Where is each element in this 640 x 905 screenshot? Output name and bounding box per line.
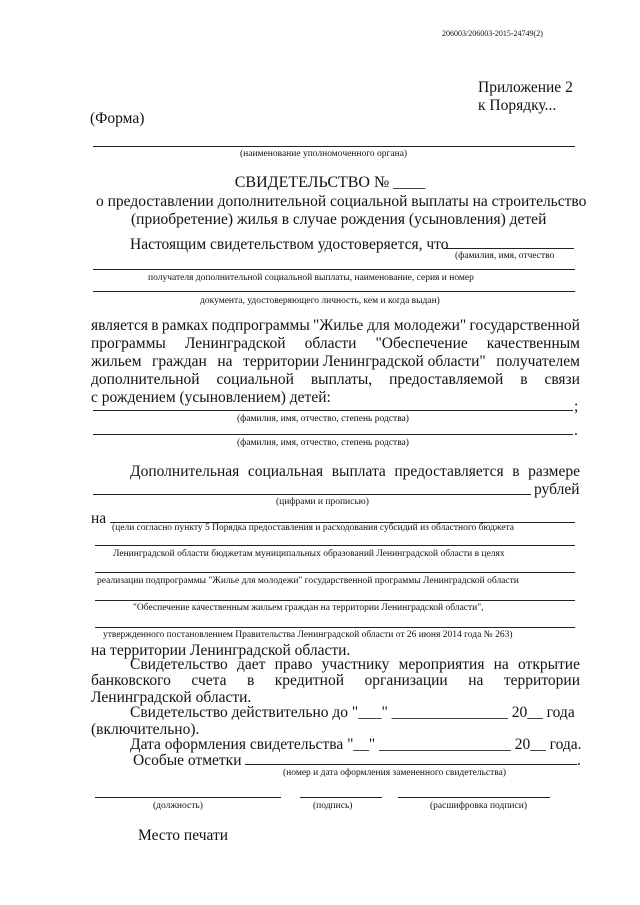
purpose-caption-3: реализации подпрограммы "Жилье для молодежи" государственной программы Ленинградской области [97, 576, 519, 586]
purpose-caption-5: утвержденного постановлением Правительства Ленинградской области от 26 июня 2014 года № 263) [103, 630, 513, 640]
certify-text: Настоящим свидетельством удостоверяется, что [130, 236, 449, 253]
amount-line [93, 494, 531, 495]
special-notes-caption: (номер и дата оформления замененного свидетельства) [283, 768, 507, 778]
amount-caption: (цифрами и прописью) [276, 497, 369, 507]
recipient-name-caption: (фамилия, имя, отчество [455, 251, 555, 261]
body-line-1: является в рамках подпрограммы "Жилье для молодежи" государственной [91, 317, 580, 334]
recipient-line-2 [93, 269, 575, 270]
valid-until-text: Свидетельство действительно до "___" _______________ 20__ года [130, 704, 575, 721]
decoding-line [398, 797, 550, 798]
child-caption-2: (фамилия, имя, отчество, степень родства) [237, 438, 409, 448]
body-line-5: с рождением (усыновлением) детей: [91, 389, 331, 406]
rights-line-3: Ленинградской области. [91, 689, 252, 706]
territory-text: на территории Ленинградской области. [91, 642, 351, 659]
special-notes-line [245, 764, 577, 765]
authority-line [93, 146, 575, 147]
purpose-line-3 [95, 572, 575, 573]
decoding-caption: (расшифровка подписи) [430, 801, 527, 811]
purpose-prefix: на [91, 510, 107, 527]
special-notes-label: Особые отметки [133, 752, 242, 769]
purpose-line-5 [95, 627, 575, 628]
rubles-label: рублей [534, 481, 580, 498]
rights-line-1: Свидетельство дает право участнику мероприятия на открытие [130, 656, 580, 673]
child-line-2 [93, 434, 573, 435]
document-code: 206003/206003-2015-24749(2) [442, 29, 543, 38]
child-line-1 [93, 410, 573, 411]
payment-line-1: Дополнительная социальная выплата предоставляется в размере [130, 463, 580, 480]
purpose-line-4 [95, 600, 575, 601]
child-caption-1: (фамилия, имя, отчество, степень родства) [237, 414, 409, 424]
recipient-issued-caption: документа, удостоверяющего личность, кем и когда выдан) [200, 296, 440, 306]
rights-line-2: банковского счета в кредитной организации на территории [91, 672, 580, 689]
issue-date-text: Дата оформления свидетельства "__" _________________ 20__ года. [130, 736, 582, 753]
recipient-doc-caption: получателя дополнительной социальной выплаты, наименование, серия и номер [148, 273, 474, 283]
inclusive-text: (включительно). [91, 721, 200, 738]
annex-label: Приложение 2 [478, 79, 573, 96]
title-line-1: о предоставлении дополнительной социальной выплаты на строительство [96, 193, 587, 210]
child-line-2-end: . [574, 422, 578, 439]
title-line-2: (приобретение) жилья в случае рождения (усыновления) детей [131, 211, 547, 228]
child-line-1-end: ; [574, 398, 579, 415]
purpose-caption-1: (цели согласно пункту 5 Порядка предоставления и расходования субсидий из областного бюджета [112, 523, 515, 533]
position-caption: (должность) [153, 801, 203, 811]
recipient-name-line [443, 248, 574, 249]
purpose-line-2 [95, 545, 575, 546]
seal-place: Место печати [138, 827, 229, 844]
form-label: (Форма) [90, 110, 145, 127]
purpose-caption-4: "Обеспечение качественным жильем граждан на территории Ленинградской области", [133, 603, 484, 613]
signature-caption: (подпись) [313, 801, 353, 811]
signature-line [300, 797, 382, 798]
authority-caption: (наименование уполномоченного органа) [240, 149, 408, 159]
position-line [95, 797, 281, 798]
body-line-4: дополнительной социальной выплаты, предоставляемой в связи [91, 371, 580, 388]
purpose-caption-2: Ленинградской области бюджетам муниципальных образований Ленинградской области в целях [113, 549, 505, 559]
certificate-title: СВИДЕТЕЛЬСТВО № ____ [234, 174, 426, 191]
special-notes-end: . [577, 752, 581, 769]
recipient-line-3 [93, 291, 575, 292]
annex-reference: к Порядку... [478, 97, 557, 114]
body-line-2: программы Ленинградской области "Обеспечение качественным [91, 335, 580, 352]
body-line-3: жильем граждан на территории Ленинградской области" получателем [91, 353, 580, 370]
